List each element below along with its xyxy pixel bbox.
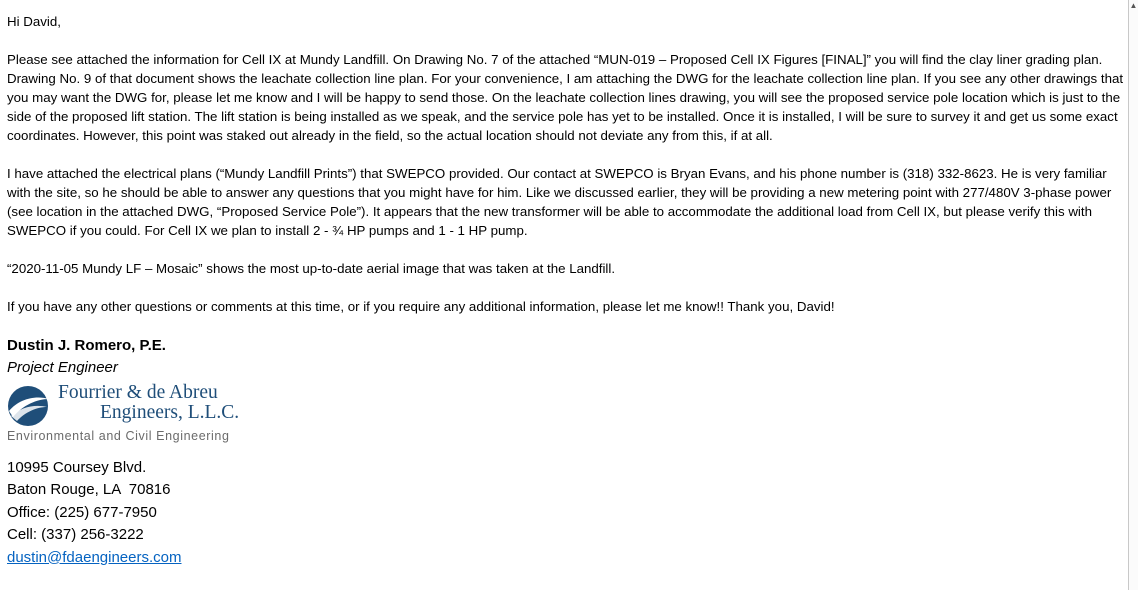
paragraph-aerial: “2020-11-05 Mundy LF – Mosaic” shows the most up-to-date aerial image that was taken at the Landfill. <box>7 261 616 276</box>
greeting: Hi David, <box>7 14 61 29</box>
logo-company-line1: Fourrier & de Abreu <box>58 382 218 403</box>
address-line2: Baton Rouge, LA 70816 <box>7 481 171 499</box>
signature-name: Dustin J. Romero, P.E. <box>7 337 166 354</box>
email-link[interactable]: dustin@fdaengineers.com <box>7 548 182 566</box>
contact-block <box>7 457 1127 569</box>
scroll-up-arrow-icon[interactable]: ▲ <box>1129 1 1138 10</box>
cell-phone: Cell: (337) 256-3222 <box>7 526 144 544</box>
swoosh-logo-icon <box>7 385 51 427</box>
logo-company-line2: Engineers, L.L.C. <box>100 402 240 423</box>
signature <box>7 335 1127 569</box>
vertical-scrollbar[interactable] <box>1128 0 1138 590</box>
office-phone: Office: (225) 677-7950 <box>7 503 157 521</box>
paragraph-attachments: Please see attached the information for Cell IX at Mundy Landfill. On Drawing No. 7 of the attached “MUN-019 – Proposed Cell IX Figures [FINAL]” you will find the clay liner grading plan. Drawing No. 9 of that document shows the leachate collection line plan. For your convenience, I am attaching the DWG for the leachate collection line plan. If you see any other drawings that you may want the DWG for, please let me know and I will be happy to send those. On the leachate collection lines drawing, you will see the proposed service pole location which is just to the side of the proposed lift station. The lift station is being installed as we speak, and the service pole has yet to be installed. Once it is installed, I will be sure to survey it and get us some exact coordinates. However, this point was staked out already in the field, so the actual location should not deviate any from this, if at all. <box>7 52 1124 143</box>
address-line1: 10995 Coursey Blvd. <box>7 459 147 476</box>
logo-tagline: Environmental and Civil Engineering <box>7 429 230 443</box>
signature-title: Project Engineer <box>7 359 118 376</box>
company-logo <box>7 381 247 447</box>
email-body <box>7 12 1127 569</box>
paragraph-closing: If you have any other questions or comments at this time, or if you require any additional information, please let me know!! Thank you, David! <box>7 299 835 314</box>
paragraph-electrical: I have attached the electrical plans (“Mundy Landfill Prints”) that SWEPCO provided. Our contact at SWEPCO is Bryan Evans, and his phone number is (318) 332-8623. He is very familiar with the site, so he should be able to answer any questions that you might have for him. Like we discussed earlier, they will be providing a new metering point with 277/480V 3-phase power (see location in the attached DWG, “Proposed Service Pole”). It appears that the new transformer will be able to accommodate the additional load from Cell IX, but please verify this with SWEPCO if you could. For Cell IX we plan to install 2 - ¾ HP pumps and 1 - 1 HP pump. <box>7 166 1112 238</box>
